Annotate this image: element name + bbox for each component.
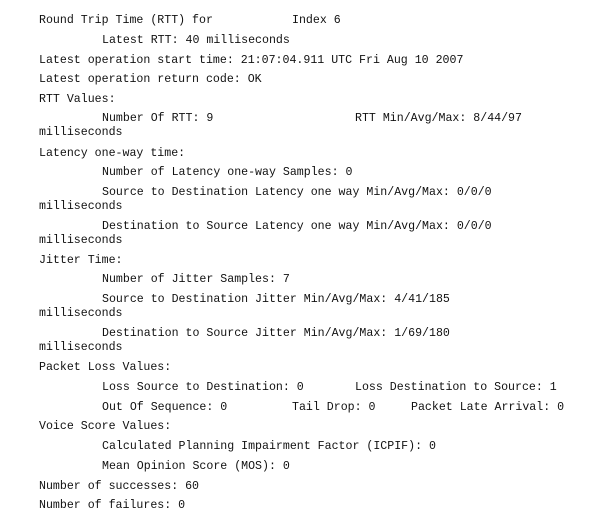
jitter-sd-unit: milliseconds xyxy=(39,307,123,320)
jitter-samples: Number of Jitter Samples: 7 xyxy=(102,273,290,286)
latency-destination-to-source: Destination to Source Latency one way Min/Avg/Max: 0/0/0 xyxy=(102,220,492,233)
latency-source-to-destination: Source to Destination Latency one way Min/Avg/Max: 0/0/0 xyxy=(102,186,492,199)
mos: Mean Opinion Score (MOS): 0 xyxy=(102,460,290,473)
loss-destination-to-source: Loss Destination to Source: 1 xyxy=(355,381,557,394)
packet-late-arrival: Packet Late Arrival: 0 xyxy=(411,401,565,414)
latest-return-code: Latest operation return code: OK xyxy=(39,73,262,86)
icpif: Calculated Planning Impairment Factor (ICPIF): 0 xyxy=(102,440,436,453)
voice-score-header: Voice Score Values: xyxy=(39,420,172,433)
latency-sd-unit: milliseconds xyxy=(39,200,123,213)
loss-source-to-destination: Loss Source to Destination: 0 xyxy=(102,381,304,394)
latency-ds-unit: milliseconds xyxy=(39,234,123,247)
rtt-unit: milliseconds xyxy=(39,126,123,139)
jitter-header: Jitter Time: xyxy=(39,254,123,267)
failures: Number of failures: 0 xyxy=(39,499,186,512)
number-of-rtt: Number Of RTT: 9 xyxy=(102,112,214,125)
jitter-destination-to-source: Destination to Source Jitter Min/Avg/Max: 1/69/180 xyxy=(102,327,450,340)
latency-samples: Number of Latency one-way Samples: 0 xyxy=(102,166,353,179)
rtt-header: Round Trip Time (RTT) for xyxy=(39,14,213,27)
latency-header: Latency one-way time: xyxy=(39,147,186,160)
jitter-ds-unit: milliseconds xyxy=(39,341,123,354)
latest-start-time: Latest operation start time: 21:07:04.911 UTC Fri Aug 10 2007 xyxy=(39,54,464,67)
jitter-source-to-destination: Source to Destination Jitter Min/Avg/Max: 4/41/185 xyxy=(102,293,450,306)
rtt-min-avg-max: RTT Min/Avg/Max: 8/44/97 xyxy=(355,112,522,125)
tail-drop: Tail Drop: 0 xyxy=(292,401,376,414)
rtt-values-header: RTT Values: xyxy=(39,93,116,106)
successes: Number of successes: 60 xyxy=(39,480,200,493)
packet-loss-header: Packet Loss Values: xyxy=(39,361,172,374)
out-of-sequence: Out Of Sequence: 0 xyxy=(102,401,228,414)
latest-rtt: Latest RTT: 40 milliseconds xyxy=(102,34,290,47)
rtt-index: Index 6 xyxy=(292,14,341,27)
